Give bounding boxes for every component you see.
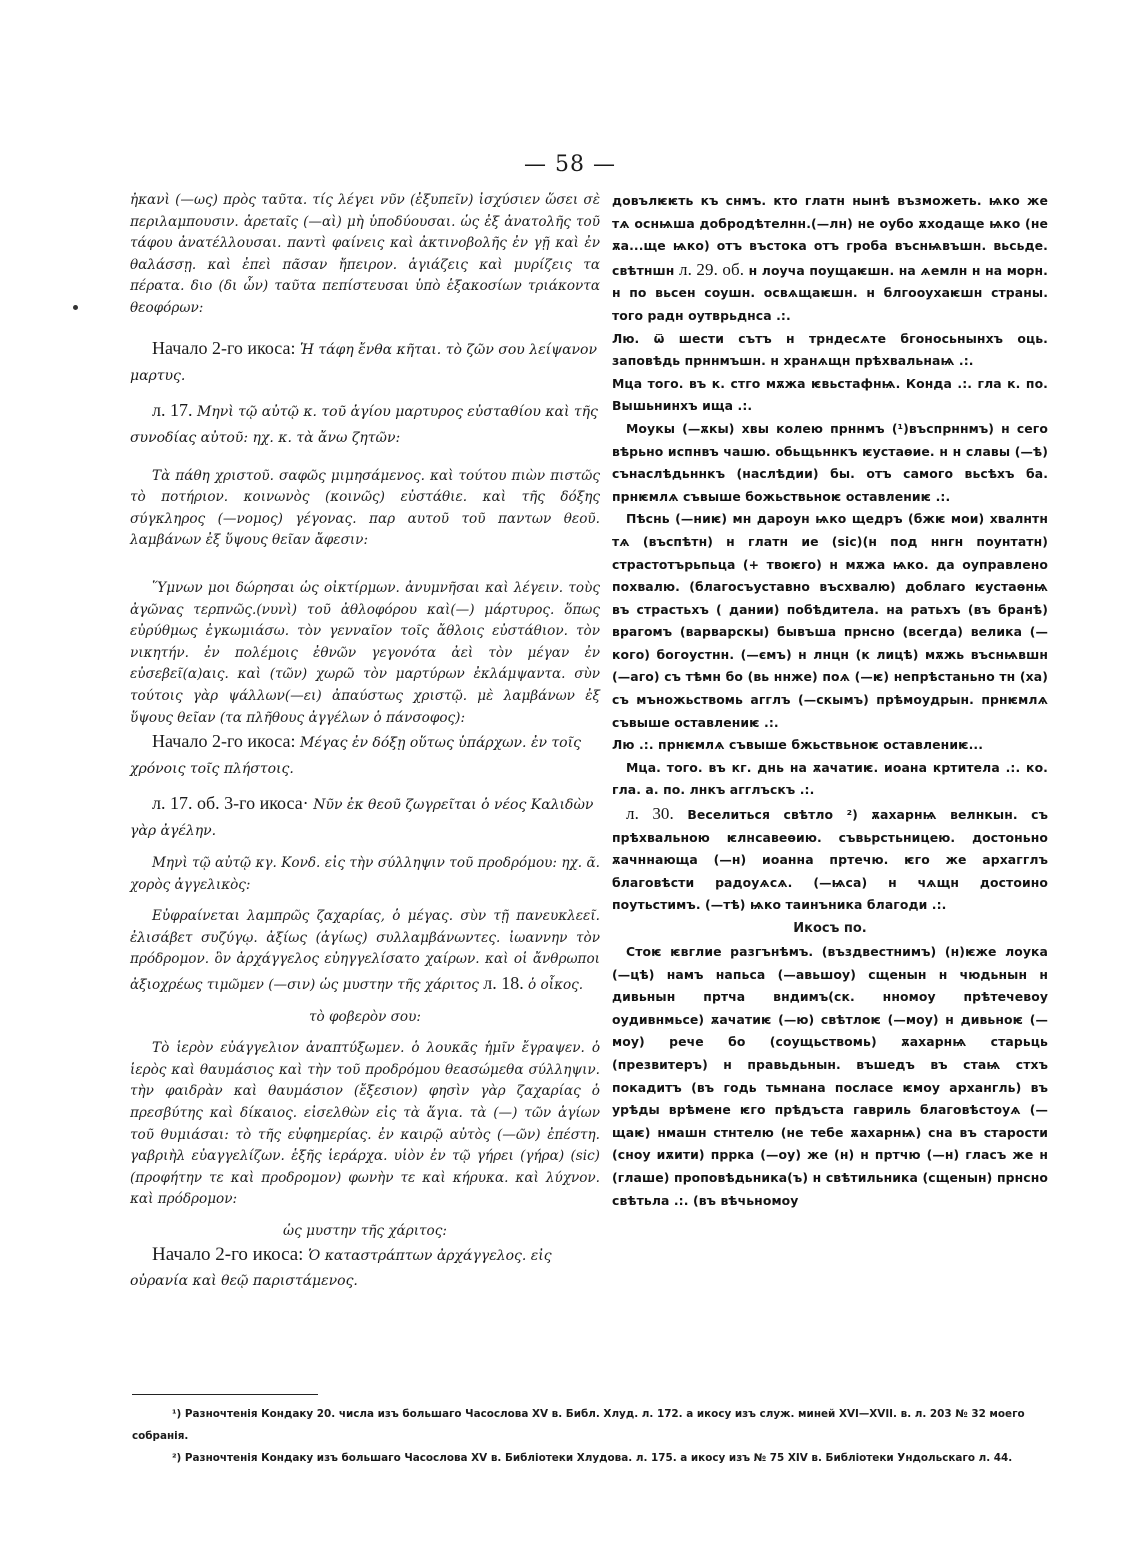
slavonic-ikos: Пѣснь (—ниѥ) мн дароун ѩко щедръ (бжѥ мои) хвалнтн тѧ (въспѣтн) н глатн ие (sic)(н под ннгн поунтатн) страстотърьпьца (+ твоѥго) н мѫжа ѩко. да оуправлено похвалю. (благосъуставно въсхвалю) доблаго ѥустаѳнѩ въ страстьхъ ( дании) побѣдитела. на ратьхъ (въ бранѣ) врагомъ (варварскы) бывъша прнсно (всегда) велика (—кого) богоустнн. (—ємъ) н лнцн (к лицѣ) мѫжь въснѩвшн (—аго) съ тѣмн бо (вь ннже) поѧ (—ѥ) непрѣстаньно тн (ха) съ мъножьствомь агглъ (—скымъ) прѣмоудрын. прнѥмлѧ съвыше оставлениѥ .:. [612,511,1048,730]
slavonic-kontakion: Моукы (—ѫкы) хвы колею прннмъ (¹)въспрннмъ) н сего вѣрьно испнвъ чашю. обьщьннкъ ѥустаѳие. н н славы (—ѣ) сънаслѣдьннкъ (наслѣдии) бы. отъ самого вьсѣхъ ба. прнѥмлѧ съвыше божьствьноѥ оставлениѥ .:. [612,420,1048,504]
footnote-1: ¹) Разночтенія Кондаку 20. числа изъ большаго Часослова XV в. Библ. Хлуд. л. 172. а икосу изъ служ. миней XVI—XVII. в. л. 203 № 32 моего собранія. [132,1408,1025,1442]
greek-refrain: ὡς μυστην τῆς χάριτος: [283,1223,447,1239]
folio-ref: л. 17. [152,399,193,420]
greek-paragraph-conception [130,906,600,996]
footnotes [132,1403,1050,1469]
incipit-label: Начало 2-го икоса: [152,337,296,358]
slavonic-refrain: Лю .:. прнѥмлѧ съвыше бжьствьноѥ оставлениѥ... [612,737,984,753]
folio-heading-17-ob [130,791,600,843]
greek-paragraph-kontakion: Τὰ πάθη χριστοῦ. σαφῶς μιμησάμενος. καὶ τούτου πιὼν πιστῶς τὸ ποτήριον. κοινωνὸς (κοινῶς) εὐστάθιε. καὶ τῆς δόξης σύγκληρος (—νομος) γέγονας. παρ αυτοῦ τοῦ παντων θεοῦ. λαμβάνων ἐξ ὕψους θεῖαν ἄφεσιν: [130,467,600,549]
slavonic-heading-conception: Мца. того. въ кг. днь на ѫачатиѥ. иоана кртитела .:. ко. гла. а. по. лнкъ агглъскъ .:. [612,759,1048,798]
incipit-ikos-2 [130,729,600,781]
slavonic-ikos-title: Икосъ по. [793,921,867,936]
incipit-greek: Ἡ τάφη ἔνθα κῆται. τὸ ζῶν σου λείψανον μαρτυς. [130,341,597,384]
oikos-label: ὁ οἶκος. [528,977,584,994]
slavonic-text: н лоуча поущаѥшн. на ѧемлн н на морн. н по вьсен соушн. освѧщаѥшн. н блгооухаѥшн страны. того радн оутврьднса .:. [612,262,1048,323]
slavonic-text: Веселиться свѣтло ²) ѫахарнѩ велнкын. съ прѣхвальною ѥлнсавеѳию. съвьрстьницею. достоньно ѫачннающа (—н) иоанна пртечю. ѥго же архагглъ благовѣсти радоуѧсѧ. (—ѩса) н чѧщн достоино поутьстимъ. (—тѣ) ѩко таинъника благоди .:. [612,807,1048,913]
slavonic-ikos-conception: Стоѥ ѥвглие разгънѣмъ. (въздвестнимъ) (н)ѥже лоука (—цѣ) намъ напьса (—авьшоу) сщенын н чюдьнын н дивьнын пртча вндимъ(ск. нномоу прѣтечевоу оудивнмьсе) ѫачатиѥ (—ю) свѣтлоѥ (—моу) н дивьноѥ (—моу) рече бо (соущьствомь) ѫахарнѩ старьць (презвитеръ) н правьдьнын. въшедъ въ стаѩ стхъ покадитъ (въ годь тьмнана посласе ѥмоу архангль) въ урѣды врѣмене ѥго прѣдъста гавриль благовѣстоуѧ (—щаѥ) нмашн стнтелю (не тебе ѫахарнѩ) сна въ старости (сноу иѫити) прркa (—оу) же (н) н пртчю (—н) гласъ же н (глаше) проповѣдьника(ъ) н свѣтильника (сщенын) прнсно свѣтьла .:. (въ вѣчьномоу [612,944,1048,1208]
greek-text: Εὐφραίνεται λαμπρῶς ζαχαρίας, ὁ μέγας. σὺν τῇ πανευκλεεῖ. ἐλισάβετ συζύγῳ. ἀξίως (ἁγίως) συλλαμβάνωντες. ἰωαννην τὸν πρόδρομον. ὃν ἀρχάγγελος εὐηγγελίσατο χαίρων. καὶ οἱ ἄνθρωποι ἀξιοχρέως τιμῶμεν (—σιν) ὡς μυστην τῆς χάριτος [130,908,600,994]
incipit-label: Начало 2-го икоса: [152,1243,304,1265]
slavonic-paragraph-2: Лю. ѿ шести сътъ н трндесѧте бгоносьнынхъ оць. заповѣдь прннмъшн. н хранѧщн прѣхвальнаѩ .:. [612,330,1048,369]
greek-paragraph-ikos: Ὕμνων μοι δώρησαι ὡς οἰκτίρμων. ἀνυμνῆσαι καὶ λέγειν. τοὺς ἀγῶνας τερπνῶς.(νυνὶ) τοῦ ἀθλοφόρου καὶ(—) μάρτυρος. ὅπως εὐρύθμως ἐγκωμιάσω. τὸν γενναῖον τοῖς ἄθλοις εὐστάθιον. τὸν νικητήν. ἐν πολέμοις ἐθνῶν γεγονότα ἀεὶ τὸν μέγαν ἐν εὐσεβεῖ(α)αις. καὶ (τῶν) χωρῶ τὸν μαρτύρων ἐκλάμψαντα. σὺν τούτοις γὰρ ψάλλων(—ει) ἀπαύστως χριστῷ. μὲ λαμβάνων ἐξ ὕψους θεῖαν (τα πλῆθους ἀγγέλων ὁ πάνσοφος): [130,579,600,726]
incipit-greek: Ὁ καταστράπτων ἀρχάγγελος. εἰς οὐρανία καὶ θεῷ παριστάμενος. [130,1247,552,1289]
greek-paragraph-1: ἠκανὶ (—ως) πρὸς ταῦτα. τίς λέγει νῦν (ἐξυπεῖν) ἰσχύσιεν ὥσει σὲ περιλαμπουσιν. ἀρεταῖς (—αὶ) μὴ ὑποδύουσαι. ὡς ἐξ ἀνατολῆς τοῦ τάφου ἀνατέλλουσαι. παντὶ φαίνεις καὶ ἀκτινοβολῆς ἐν γῇ καὶ ἐν θαλάσσῃ. καὶ ἐπεὶ πᾶσαν ἤπειρον. ἁγιάζεις καὶ μυρίζεις τα πέρατα. διο (δι ὧν) ταῦτα πεπίστευσαι ὑπὸ ἑξακοσίων τριάκοντα θεοφόρων: [130,192,600,316]
incipit-label: Начало 2-го икоса: [152,731,296,752]
right-column-slavonic [612,190,1048,1212]
page-number: — 58 — [524,152,616,177]
folio-ref: л. 17. об. 3-го икоса· [152,793,309,814]
slavonic-paragraph-1 [612,190,1048,328]
slavonic-heading-eustathius: Мца того. въ к. стго мѫжа ѥвьстафнѩ. Конда .:. гла к. по. Вышьнинхъ ища .:. [612,375,1048,414]
incipit-ikos-1 [130,336,600,388]
margin-mark [73,305,78,310]
incipit-ikos-3 [130,1243,600,1293]
left-column-greek [130,190,600,1293]
folio-ref-29: л. 29. об. [678,259,745,279]
footnote-rule [132,1394,318,1395]
footnote-2: ²) Разночтенія Кондаку изъ большаго Часослова XV в. Библіотеки Хлудова. л. 175. а икосу изъ № 75 XIV в. Библіотеки Ундольскаго л. 44. [172,1452,1013,1464]
slavonic-text: довълѥѥть къ снмъ. кто глатн нынѣ възможеть. ѩко же тѧ оснѩша добродѣтелнн.(—лн) не оубо ѫходаще ѩко (не ѫа...ще ѩко) отъ въстока отъ гроба въснѩвъшн. вьсьде. свѣтншн [612,193,1048,278]
slavonic-kontakion-conception [612,802,1048,917]
incipit-greek: Μέγας ἐν δόξῃ οὕτως ὑπάρχων. ἐν τοῖς χρόνοις τοῖς πλήστοις. [130,735,581,778]
greek-paragraph-gospel: Τὸ ἱερὸν εὐάγγελιον ἀναπτύξωμεν. ὁ λουκᾶς ἡμῖν ἔγραψεν. ὁ ἱερὸς καὶ θαυμάσιος καὶ τὴν τοῦ προδρόμου θεασώμεθα σύλληψιν. τὴν φαιδρὰν καὶ θαυμάσιον (ἔξεσιον) φησὶν γὰρ ζαχαρίας ὁ πρεσβύτης καὶ δίκαιος. εἰσελθὼν εἰς τὰ ἅγια. τὰ (—) τῶν ἁγίων τοῦ θυμιάσαι: τὸ τῆς εὐφημερίας. ἐν καιρῷ αὐτὸς (—ῶν) ἐπέστη. γαβριὴλ εὐαγγελίζων. ἑξῆς ἱεράρχα. υἱὸν ἐν τῷ γήρει (γήρα) (sic) (προφήτην τε καὶ προδρομον) φωνὴν τε καὶ κήρυκα. καὶ λύχνον. καὶ πρόδρομον: [130,1040,600,1208]
heading-greek: Μηνὶ τῷ αὐτῷ κ. τοῦ ἁγίου μαρτυρος εὐσταθίου καὶ τῆς συνοδίας αὐτοῦ: ηχ. κ. τὰ ἄνω ζητῶν: [130,403,598,446]
folio-heading-17 [130,398,600,450]
greek-heading-conception: Μηνὶ τῷ αὐτῷ κγ. Κονδ. εἰς τὴν σύλληψιν τοῦ προδρόμου: ηχ. ᾶ. χορὸς ἀγγελικὸς: [130,855,600,893]
greek-melody-line: τὸ φοβερὸν σου: [309,1008,421,1025]
incipit-greek: Νῦν ἐκ θεοῦ ζωγρεῖται ὁ νέος Καλιδὼν γὰρ ἀγέλην. [130,797,594,840]
folio-ref-18: л. 18. [483,973,524,994]
folio-ref-30: л. 30. [626,804,674,824]
